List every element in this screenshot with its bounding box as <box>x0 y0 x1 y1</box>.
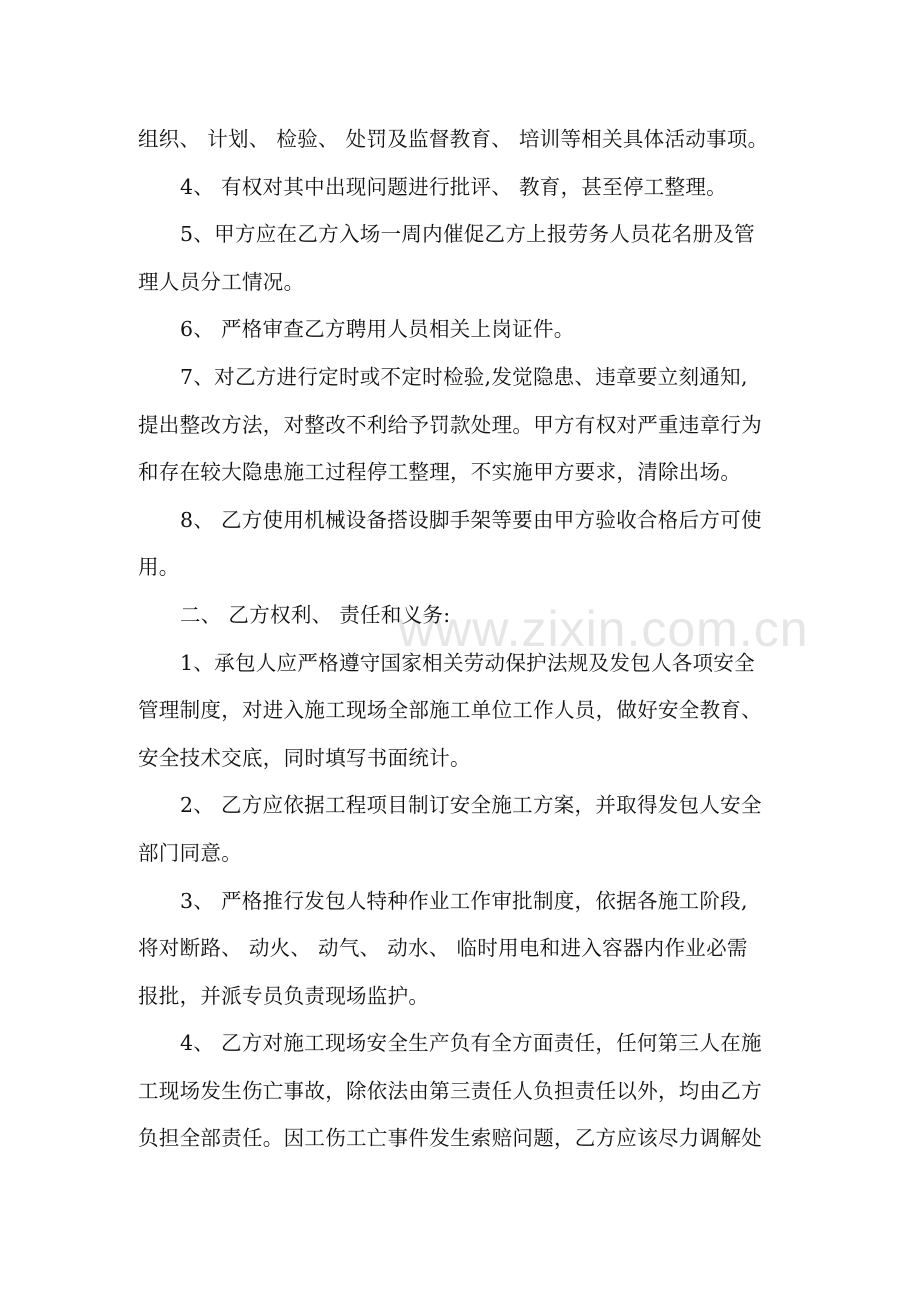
text-line: 报批，并派专员负责现场监护。 <box>138 983 430 1008</box>
text-line: 安全技术交底，同时填写书面统计。 <box>138 745 471 770</box>
text-line: 7、对乙方进行定时或不定时检验,发觉隐患、违章要立刻通知, <box>180 364 748 389</box>
text-line: 2、 乙方应依据工程项目制订安全施工方案，并取得发包人安全 <box>180 793 762 818</box>
text-line: 二、 乙方权利、 责任和义务: <box>180 602 451 627</box>
text-line: 提出整改方法，对整改不利给予罚款处理。甲方有权对严重违章行为 <box>138 412 762 437</box>
body-text <box>138 116 798 1163</box>
text-line: 工现场发生伤亡事故，除依法由第三责任人负担责任以外，均由乙方 <box>138 1078 762 1103</box>
text-line: 负担全部责任。因工伤工亡事件发生索赔问题，乙方应该尽力调解处 <box>138 1126 762 1151</box>
text-line: 将对断路、 动火、 动气、 动水、 临时用电和进入容器内作业必需 <box>138 936 748 961</box>
text-line: 8、 乙方使用机械设备搭设脚手架等要由甲方验收合格后方可使 <box>180 507 762 532</box>
text-line: 理人员分工情况。 <box>138 269 305 294</box>
text-line: 部门同意。 <box>138 840 242 865</box>
text-line: 用。 <box>138 555 180 580</box>
text-line: 4、 有权对其中出现问题进行批评、 教育，甚至停工整理。 <box>180 174 727 199</box>
text-line: 1、承包人应严格遵守国家相关劳动保护法规及发包人各项安全 <box>180 650 755 675</box>
text-line: 3、 严格推行发包人特种作业工作审批制度，依据各施工阶段, <box>180 888 748 913</box>
text-line: 4、 乙方对施工现场安全生产负有全方面责任，任何第三人在施 <box>180 1031 762 1056</box>
text-line: 和存在较大隐患施工过程停工整理，不实施甲方要求，清除出场。 <box>138 460 742 485</box>
text-line: 管理制度，对进入施工现场全部施工单位工作人员，做好安全教育、 <box>138 698 762 723</box>
watermark-text: www.zixin.com.cn <box>398 601 809 657</box>
text-line: 5、甲方应在乙方入场一周内催促乙方上报劳务人员花名册及管 <box>180 222 755 247</box>
text-line: 6、 严格审查乙方聘用人员相关上岗证件。 <box>180 317 575 342</box>
text-line: 组织、 计划、 检验、 处罚及监督教育、 培训等相关具体活动事项。 <box>138 127 769 151</box>
